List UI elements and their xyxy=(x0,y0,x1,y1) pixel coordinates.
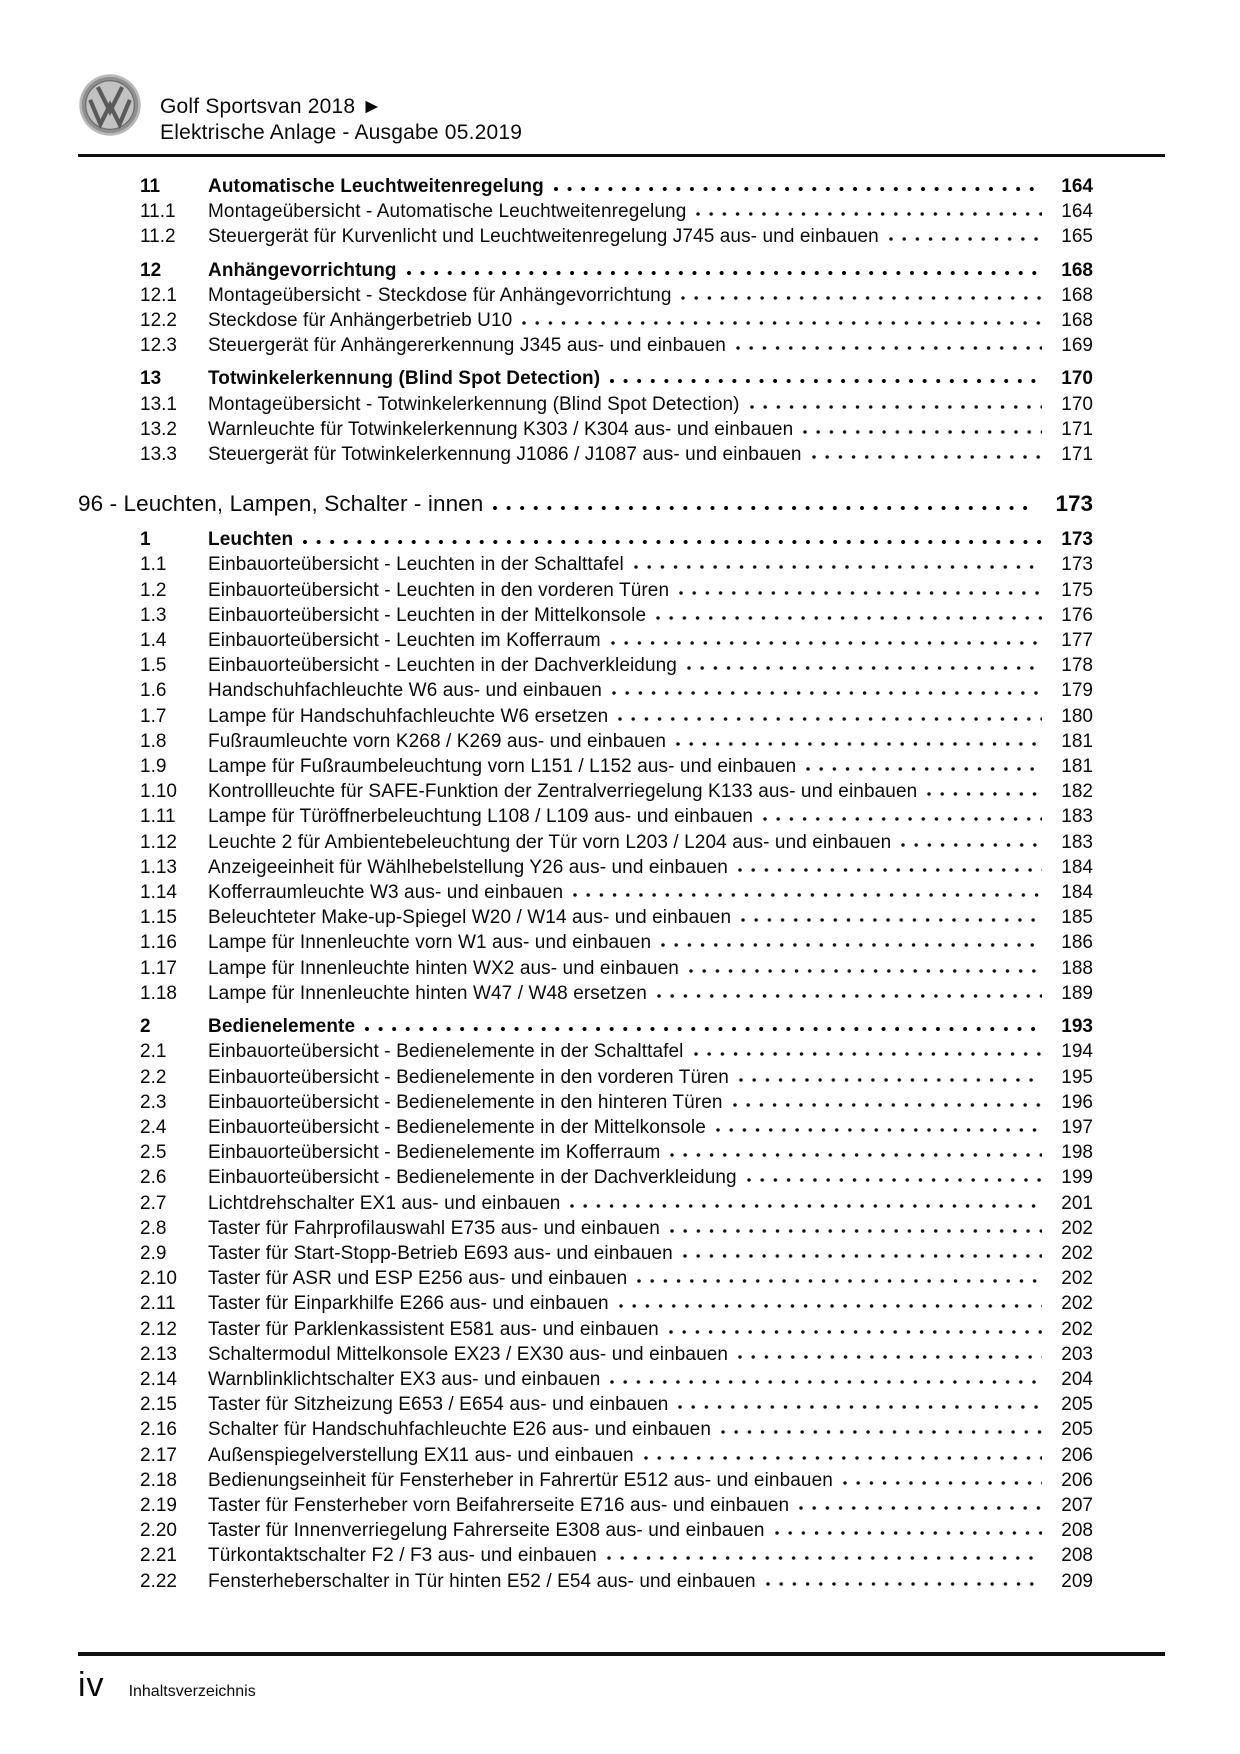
toc-entry xyxy=(78,1065,1093,1090)
toc-entry xyxy=(78,392,1093,417)
toc-entry-title: Lampe für Handschuhfachleuchte W6 ersetzen xyxy=(208,705,609,727)
toc-entry-page: 164 xyxy=(1061,176,1093,197)
toc-entry xyxy=(78,603,1093,628)
toc-entry-title: Taster für ASR und ESP E256 aus- und einbauen xyxy=(208,1268,628,1290)
toc-entry-title: Taster für Innenverriegelung Fahrerseite E308 aus- und einbauen xyxy=(208,1520,765,1542)
toc-entry-page: 177 xyxy=(1061,630,1093,652)
toc-entry-title: Steuergerät für Kurvenlicht und Leuchtweitenregelung J745 aus- und einbauen xyxy=(208,226,879,248)
toc-entry-title: Montageübersicht - Steckdose für Anhängevorrichtung xyxy=(208,284,672,306)
toc-entry-page: 202 xyxy=(1061,1242,1093,1264)
toc-entry-number: 1.6 xyxy=(140,680,167,702)
toc-entry-title: Montageübersicht - Totwinkelerkennung (Blind Spot Detection) xyxy=(208,393,740,415)
toc-entry xyxy=(78,1317,1093,1342)
toc-entry-page: 206 xyxy=(1061,1469,1093,1491)
toc-entry-number: 2.18 xyxy=(140,1469,177,1491)
toc-entry-number: 1.5 xyxy=(140,655,167,677)
dot-leader xyxy=(738,859,1042,873)
dot-leader xyxy=(812,446,1042,460)
toc-entry-page: 205 xyxy=(1061,1419,1093,1441)
dot-leader xyxy=(607,1547,1042,1561)
dot-leader xyxy=(738,1346,1042,1360)
toc-entry-number: 1.10 xyxy=(140,781,177,803)
toc-entry-page: 184 xyxy=(1061,882,1093,904)
dot-leader xyxy=(694,1043,1042,1057)
dot-leader xyxy=(889,228,1042,242)
toc-entry-number: 2.5 xyxy=(140,1142,167,1164)
toc-entry-number: 1 xyxy=(140,529,151,551)
toc-entry-title: Steuergerät für Anhängererkennung J345 aus- und einbauen xyxy=(208,335,726,357)
toc-entry-title: Taster für Einparkhilfe E266 aus- und einbauen xyxy=(208,1293,609,1315)
toc-entry-number: 2.2 xyxy=(140,1066,167,1088)
toc-entry-number: 2.11 xyxy=(140,1293,176,1315)
dot-leader xyxy=(799,1497,1042,1511)
toc-entry-number: 2.7 xyxy=(140,1192,167,1214)
dot-leader xyxy=(683,1245,1042,1259)
toc-entry-page: 197 xyxy=(1061,1116,1093,1138)
toc-entry-page: 209 xyxy=(1061,1570,1093,1592)
toc-entry-number: 2.22 xyxy=(140,1570,177,1592)
toc-entry xyxy=(78,1342,1093,1367)
toc-entry-page: 173 xyxy=(1055,491,1093,517)
toc-entry-number: 12.3 xyxy=(140,335,177,357)
dot-leader xyxy=(741,909,1042,923)
toc-entry-page: 201 xyxy=(1061,1192,1093,1214)
dot-leader xyxy=(901,834,1042,848)
toc-entry-page: 186 xyxy=(1061,932,1093,954)
toc-entry-number: 1.1 xyxy=(140,554,167,576)
toc-entry-number: 2.16 xyxy=(140,1419,177,1441)
dot-leader xyxy=(619,1295,1042,1309)
toc-entry-page: 173 xyxy=(1061,554,1093,576)
toc-entry-page: 170 xyxy=(1061,393,1093,415)
toc-entry-number: 1.8 xyxy=(140,730,167,752)
toc-entry-number: 1.15 xyxy=(140,907,177,929)
dot-leader xyxy=(806,758,1042,772)
dot-leader xyxy=(927,783,1042,797)
toc-entry xyxy=(78,930,1093,955)
dot-leader xyxy=(407,262,1042,276)
model-name: Golf Sportsvan 2018 xyxy=(160,95,356,118)
toc-entry xyxy=(78,1493,1093,1518)
toc-entry-page: 171 xyxy=(1061,444,1093,466)
toc-entry-page: 189 xyxy=(1061,982,1093,1004)
toc-entry-title: Automatische Leuchtweitenregelung xyxy=(208,176,544,197)
toc-entry-title: Einbauorteübersicht - Bedienelemente im Kofferraum xyxy=(208,1142,661,1164)
toc-entry-number: 11.1 xyxy=(140,201,176,223)
toc-entry xyxy=(78,1191,1093,1216)
dot-leader xyxy=(763,808,1042,822)
toc-entry xyxy=(78,754,1093,779)
toc-entry xyxy=(78,981,1093,1006)
dot-leader xyxy=(676,733,1042,747)
dot-leader xyxy=(573,884,1042,898)
toc-entry-page: 182 xyxy=(1061,781,1093,803)
dot-leader xyxy=(522,312,1042,326)
toc-entry-number: 2.21 xyxy=(140,1545,177,1567)
toc-entry-page: 168 xyxy=(1061,310,1093,332)
toc-entry xyxy=(78,578,1093,603)
toc-entry-title: Einbauorteübersicht - Bedienelemente in den hinteren Türen xyxy=(208,1091,723,1113)
toc-entry xyxy=(78,804,1093,829)
toc-entry-number: 2.15 xyxy=(140,1394,177,1416)
dot-leader xyxy=(687,657,1042,671)
toc-entry-title: Einbauorteübersicht - Leuchten in der Schalttafel xyxy=(208,554,624,576)
toc-entry xyxy=(78,552,1093,577)
dot-leader xyxy=(750,396,1042,410)
header-divider xyxy=(78,154,1165,157)
toc-entry-page: 208 xyxy=(1061,1545,1093,1567)
toc-entry xyxy=(78,1417,1093,1442)
toc-entry-page: 202 xyxy=(1061,1268,1093,1290)
toc-entry-page: 164 xyxy=(1061,201,1093,223)
dot-leader xyxy=(661,934,1042,948)
toc-entry-number: 2.8 xyxy=(140,1217,167,1239)
toc-entry xyxy=(78,1165,1093,1190)
dot-leader xyxy=(554,178,1042,192)
dot-leader xyxy=(747,1169,1042,1183)
dot-leader xyxy=(618,708,1042,722)
toc-entry-page: 171 xyxy=(1061,418,1093,440)
toc-entry xyxy=(78,1518,1093,1543)
page-header xyxy=(78,72,1165,146)
toc-entry xyxy=(78,729,1093,754)
toc-entry-number: 2 xyxy=(140,1016,151,1038)
toc-entry-number: 2.10 xyxy=(140,1268,177,1290)
toc-entry-title: Einbauorteübersicht - Leuchten in der Mittelkonsole xyxy=(208,604,647,626)
table-of-contents xyxy=(78,174,1165,1594)
toc-entry-page: 168 xyxy=(1061,259,1093,281)
toc-entry-number: 2.6 xyxy=(140,1167,167,1189)
dot-leader xyxy=(739,1069,1042,1083)
toc-entry xyxy=(78,1241,1093,1266)
toc-entry xyxy=(78,258,1093,283)
toc-entry-page: 205 xyxy=(1061,1394,1093,1416)
toc-entry-page: 198 xyxy=(1061,1142,1093,1164)
toc-entry-page: 180 xyxy=(1061,705,1093,727)
toc-entry-number: 13.1 xyxy=(140,393,177,415)
toc-entry-title: Montageübersicht - Automatische Leuchtweitenregelung xyxy=(208,201,687,223)
toc-entry-number: 2.19 xyxy=(140,1494,177,1516)
dot-leader xyxy=(612,682,1042,696)
dot-leader xyxy=(610,1371,1042,1385)
dot-leader xyxy=(681,287,1042,301)
toc-entry-number: 1.16 xyxy=(140,932,177,954)
toc-entry-title: Steuergerät für Totwinkelerkennung J1086 / J1087 aus- und einbauen xyxy=(208,444,802,466)
toc-entry-page: 204 xyxy=(1061,1368,1093,1390)
toc-entry xyxy=(78,1468,1093,1493)
dot-leader xyxy=(775,1522,1042,1536)
toc-entry xyxy=(78,653,1093,678)
toc-entry-title: Steckdose für Anhängerbetrieb U10 xyxy=(208,310,513,332)
toc-entry xyxy=(78,1266,1093,1291)
toc-entry-number: 2.3 xyxy=(140,1091,167,1113)
toc-entry-number: 13.3 xyxy=(140,444,177,466)
toc-entry-number: 11.2 xyxy=(140,226,176,248)
dot-leader xyxy=(657,985,1042,999)
dot-leader xyxy=(678,1396,1042,1410)
toc-entry xyxy=(78,442,1093,467)
dot-leader xyxy=(634,556,1042,570)
toc-entry-page: 176 xyxy=(1061,604,1093,626)
toc-entry-title: Lichtdrehschalter EX1 aus- und einbauen xyxy=(208,1192,561,1214)
toc-entry-title: Bedienelemente xyxy=(208,1016,356,1038)
dot-leader xyxy=(721,1421,1042,1435)
toc-entry-number: 2.12 xyxy=(140,1318,177,1340)
toc-entry-page: 206 xyxy=(1061,1444,1093,1466)
toc-entry-page: 185 xyxy=(1061,907,1093,929)
toc-entry xyxy=(78,880,1093,905)
toc-entry-page: 203 xyxy=(1061,1343,1093,1365)
toc-entry-title: Warnleuchte für Totwinkelerkennung K303 / K304 aus- und einbauen xyxy=(208,418,794,440)
toc-entry-title: Einbauorteübersicht - Bedienelemente in der Mittelkonsole xyxy=(208,1116,706,1138)
toc-entry-title: Kofferraumleuchte W3 aus- und einbauen xyxy=(208,882,564,904)
toc-entry-page: 183 xyxy=(1061,806,1093,828)
toc-entry-title: Einbauorteübersicht - Leuchten in den vorderen Türen xyxy=(208,579,670,601)
toc-entry-title: Anzeigeeinheit für Wählhebelstellung Y26 aus- und einbauen xyxy=(208,856,728,878)
toc-entry-page: 181 xyxy=(1061,756,1093,778)
vw-logo-icon xyxy=(78,73,142,137)
toc-entry-title: Bedienungseinheit für Fensterheber in Fahrertür E512 aus- und einbauen xyxy=(208,1469,833,1491)
toc-entry-number: 1.2 xyxy=(140,579,167,601)
toc-entry-number: 1.3 xyxy=(140,604,167,626)
dot-leader xyxy=(670,1144,1042,1158)
toc-entry-page: 173 xyxy=(1061,529,1093,551)
toc-entry-title: Taster für Sitzheizung E653 / E654 aus- und einbauen xyxy=(208,1394,669,1416)
toc-entry-title: Lampe für Innenleuchte hinten W47 / W48 ersetzen xyxy=(208,982,647,1004)
toc-entry-page: 196 xyxy=(1061,1091,1093,1113)
toc-entry xyxy=(78,1543,1093,1568)
dot-leader xyxy=(656,607,1042,621)
page-footer xyxy=(78,1652,1165,1702)
toc-entry xyxy=(78,704,1093,729)
dot-leader xyxy=(644,1447,1042,1461)
toc-entry xyxy=(78,855,1093,880)
toc-entry-number: 2.14 xyxy=(140,1368,177,1390)
toc-entry-number: 2.13 xyxy=(140,1343,177,1365)
toc-entry-page: 175 xyxy=(1061,579,1093,601)
dot-leader xyxy=(716,1119,1042,1133)
toc-entry xyxy=(78,527,1093,552)
toc-entry xyxy=(78,308,1093,333)
toc-entry-title: Taster für Parklenkassistent E581 aus- und einbauen xyxy=(208,1318,659,1340)
toc-entry-page: 184 xyxy=(1061,856,1093,878)
toc-entry xyxy=(78,224,1093,249)
toc-entry xyxy=(78,628,1093,653)
dot-leader xyxy=(689,960,1042,974)
toc-entry-title: Fußraumleuchte vorn K268 / K269 aus- und einbauen xyxy=(208,730,667,752)
dot-leader xyxy=(303,531,1042,545)
dot-leader xyxy=(365,1018,1042,1032)
toc-entry-page: 188 xyxy=(1061,957,1093,979)
toc-entry-page: 207 xyxy=(1061,1494,1093,1516)
toc-entry-number: 12 xyxy=(140,259,162,281)
dot-leader xyxy=(766,1573,1042,1587)
toc-entry xyxy=(78,1291,1093,1316)
toc-entry-title: Einbauorteübersicht - Bedienelemente in der Schalttafel xyxy=(208,1041,684,1063)
page-number-roman: iv xyxy=(78,1666,105,1704)
toc-entry-number: 1.17 xyxy=(140,957,177,979)
toc-entry xyxy=(78,1367,1093,1392)
dot-leader xyxy=(696,203,1042,217)
dot-leader xyxy=(803,421,1042,435)
toc-entry-number: 1.13 xyxy=(140,856,177,878)
toc-entry-page: 202 xyxy=(1061,1217,1093,1239)
toc-entry-number: 2.20 xyxy=(140,1520,177,1542)
toc-entry-page: 169 xyxy=(1061,335,1093,357)
toc-entry-title: 96 - Leuchten, Lampen, Schalter - innen xyxy=(78,491,484,517)
header-titles xyxy=(160,94,522,146)
toc-entry-title: Schaltermodul Mittelkonsole EX23 / EX30 aus- und einbauen xyxy=(208,1343,729,1365)
toc-entry-number: 1.9 xyxy=(140,756,167,778)
toc-entry-page: 170 xyxy=(1061,368,1093,390)
dot-leader xyxy=(570,1195,1042,1209)
toc-entry-number: 13.2 xyxy=(140,418,177,440)
dot-leader xyxy=(610,370,1042,384)
toc-entry-title: Taster für Fahrprofilauswahl E735 aus- und einbauen xyxy=(208,1217,660,1239)
toc-entry xyxy=(78,333,1093,358)
toc-entry xyxy=(78,488,1093,519)
toc-entry-number: 12.1 xyxy=(140,284,177,306)
toc-entry-page: 179 xyxy=(1061,680,1093,702)
toc-entry-title: Leuchte 2 für Ambientebeleuchtung der Tür vorn L203 / L204 aus- und einbauen xyxy=(208,831,892,853)
toc-entry xyxy=(78,1039,1093,1064)
toc-entry-number: 11 xyxy=(140,176,161,197)
toc-entry xyxy=(78,956,1093,981)
toc-entry-page: 195 xyxy=(1061,1066,1093,1088)
dot-leader xyxy=(493,497,1036,511)
toc-entry-number: 1.7 xyxy=(140,705,167,727)
toc-entry xyxy=(78,1140,1093,1165)
toc-entry xyxy=(78,678,1093,703)
toc-entry xyxy=(78,366,1093,391)
toc-entry-title: Außenspiegelverstellung EX11 aus- und einbauen xyxy=(208,1444,634,1466)
toc-entry-title: Lampe für Innenleuchte vorn W1 aus- und einbauen xyxy=(208,932,652,954)
toc-entry-title: Schalter für Handschuhfachleuchte E26 aus- und einbauen xyxy=(208,1419,712,1441)
dot-leader xyxy=(736,337,1042,351)
toc-entry xyxy=(78,1115,1093,1140)
toc-entry-number: 2.4 xyxy=(140,1116,167,1138)
toc-entry-page: 193 xyxy=(1061,1016,1093,1038)
dot-leader xyxy=(733,1094,1042,1108)
toc-entry-number: 2.17 xyxy=(140,1444,177,1466)
toc-entry-page: 178 xyxy=(1061,655,1093,677)
dot-leader xyxy=(670,1220,1042,1234)
toc-entry-number: 2.1 xyxy=(140,1041,167,1063)
toc-entry xyxy=(78,1392,1093,1417)
toc-entry xyxy=(78,199,1093,224)
toc-entry-title: Kontrollleuchte für SAFE-Funktion der Zentralverriegelung K133 aus- und einbauen xyxy=(208,781,918,803)
toc-entry-number: 2.9 xyxy=(140,1242,167,1264)
toc-entry-title: Leuchten xyxy=(208,529,294,551)
toc-entry xyxy=(78,830,1093,855)
toc-entry-title: Handschuhfachleuchte W6 aus- und einbauen xyxy=(208,680,602,702)
toc-entry-title: Einbauorteübersicht - Bedienelemente in den vorderen Türen xyxy=(208,1066,729,1088)
toc-entry xyxy=(78,283,1093,308)
toc-entry-title: Totwinkelerkennung (Blind Spot Detection) xyxy=(208,368,601,390)
toc-entry-title: Taster für Fensterheber vorn Beifahrerseite E716 aus- und einbauen xyxy=(208,1494,790,1516)
toc-entry-number: 1.12 xyxy=(140,831,177,853)
dot-leader xyxy=(679,582,1042,596)
toc-entry-page: 194 xyxy=(1061,1041,1093,1063)
toc-entry xyxy=(78,1014,1093,1039)
model-arrow-icon: ► xyxy=(361,95,383,118)
dot-leader xyxy=(637,1270,1042,1284)
toc-entry-title: Warnblinklichtschalter EX3 aus- und einbauen xyxy=(208,1368,601,1390)
toc-entry-title: Lampe für Innenleuchte hinten WX2 aus- und einbauen xyxy=(208,957,679,979)
toc-entry-page: 183 xyxy=(1061,831,1093,853)
toc-entry-page: 202 xyxy=(1061,1293,1093,1315)
toc-entry-number: 1.4 xyxy=(140,630,167,652)
header-model-line xyxy=(160,94,522,120)
toc-entry-title: Einbauorteübersicht - Leuchten im Kofferraum xyxy=(208,630,601,652)
toc-entry-page: 181 xyxy=(1061,730,1093,752)
toc-entry-title: Einbauorteübersicht - Bedienelemente in der Dachverkleidung xyxy=(208,1167,737,1189)
toc-entry-page: 199 xyxy=(1061,1167,1093,1189)
toc-entry-page: 168 xyxy=(1061,284,1093,306)
toc-entry-title: Beleuchteter Make-up-Spiegel W20 / W14 aus- und einbauen xyxy=(208,907,732,929)
toc-entry-number: 1.18 xyxy=(140,982,177,1004)
toc-entry-title: Lampe für Türöffnerbeleuchtung L108 / L109 aus- und einbauen xyxy=(208,806,754,828)
dot-leader xyxy=(669,1321,1042,1335)
toc-entry-title: Lampe für Fußraumbeleuchtung vorn L151 / L152 aus- und einbauen xyxy=(208,756,797,778)
toc-entry-number: 13 xyxy=(140,368,162,390)
toc-entry xyxy=(78,417,1093,442)
header-edition-line: Elektrische Anlage - Ausgabe 05.2019 xyxy=(160,121,523,144)
toc-entry-title: Anhängevorrichtung xyxy=(208,259,397,281)
toc-entry-number: 1.14 xyxy=(140,882,177,904)
toc-entry-page: 202 xyxy=(1061,1318,1093,1340)
toc-entry xyxy=(78,905,1093,930)
toc-entry-title: Einbauorteübersicht - Leuchten in der Dachverkleidung xyxy=(208,655,677,677)
toc-entry xyxy=(78,1443,1093,1468)
toc-entry xyxy=(78,1090,1093,1115)
toc-entry-number: 1.11 xyxy=(140,806,176,828)
toc-entry-number: 12.2 xyxy=(140,310,177,332)
toc-entry-title: Fensterheberschalter in Tür hinten E52 / E54 aus- und einbauen xyxy=(208,1570,756,1592)
toc-entry xyxy=(78,779,1093,804)
footer-section-label: Inhaltsverzeichnis xyxy=(128,1683,256,1700)
toc-entry-title: Türkontaktschalter F2 / F3 aus- und einbauen xyxy=(208,1545,597,1567)
toc-entry-page: 165 xyxy=(1061,226,1093,248)
toc-entry xyxy=(78,174,1093,199)
toc-entry xyxy=(78,1569,1093,1594)
dot-leader xyxy=(611,632,1042,646)
toc-entry-page: 208 xyxy=(1061,1520,1093,1542)
dot-leader xyxy=(843,1472,1042,1486)
toc-entry xyxy=(78,1216,1093,1241)
toc-entry-title: Taster für Start-Stopp-Betrieb E693 aus- und einbauen xyxy=(208,1242,673,1264)
